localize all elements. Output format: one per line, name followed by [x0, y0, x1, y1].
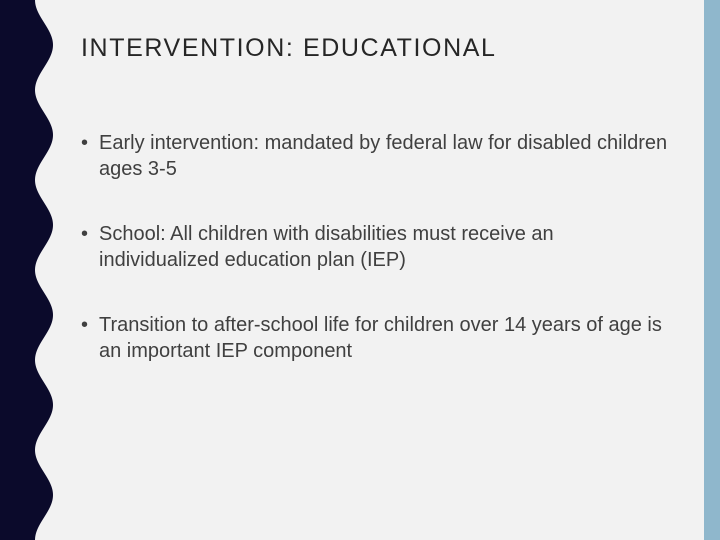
bullet-item [81, 312, 671, 364]
bullet-marker: • [81, 314, 89, 336]
bullet-list [81, 130, 671, 403]
bullet-marker: • [81, 132, 89, 154]
bullet-text: Transition to after-school life for children over 14 years of age is an important IEP component [99, 314, 662, 362]
wavy-band-shape [0, 0, 53, 540]
slide-title: INTERVENTION: EDUCATIONAL [81, 34, 497, 62]
bullet-item [81, 130, 671, 182]
accent-right-bar [704, 0, 720, 540]
bullet-item [81, 221, 671, 273]
bullet-text: Early intervention: mandated by federal law for disabled children ages 3-5 [99, 132, 668, 180]
bullet-text: School: All children with disabilities must receive an individualized education plan (IEP) [99, 223, 554, 271]
bullet-marker: • [81, 223, 89, 245]
wavy-left-band [0, 0, 60, 540]
